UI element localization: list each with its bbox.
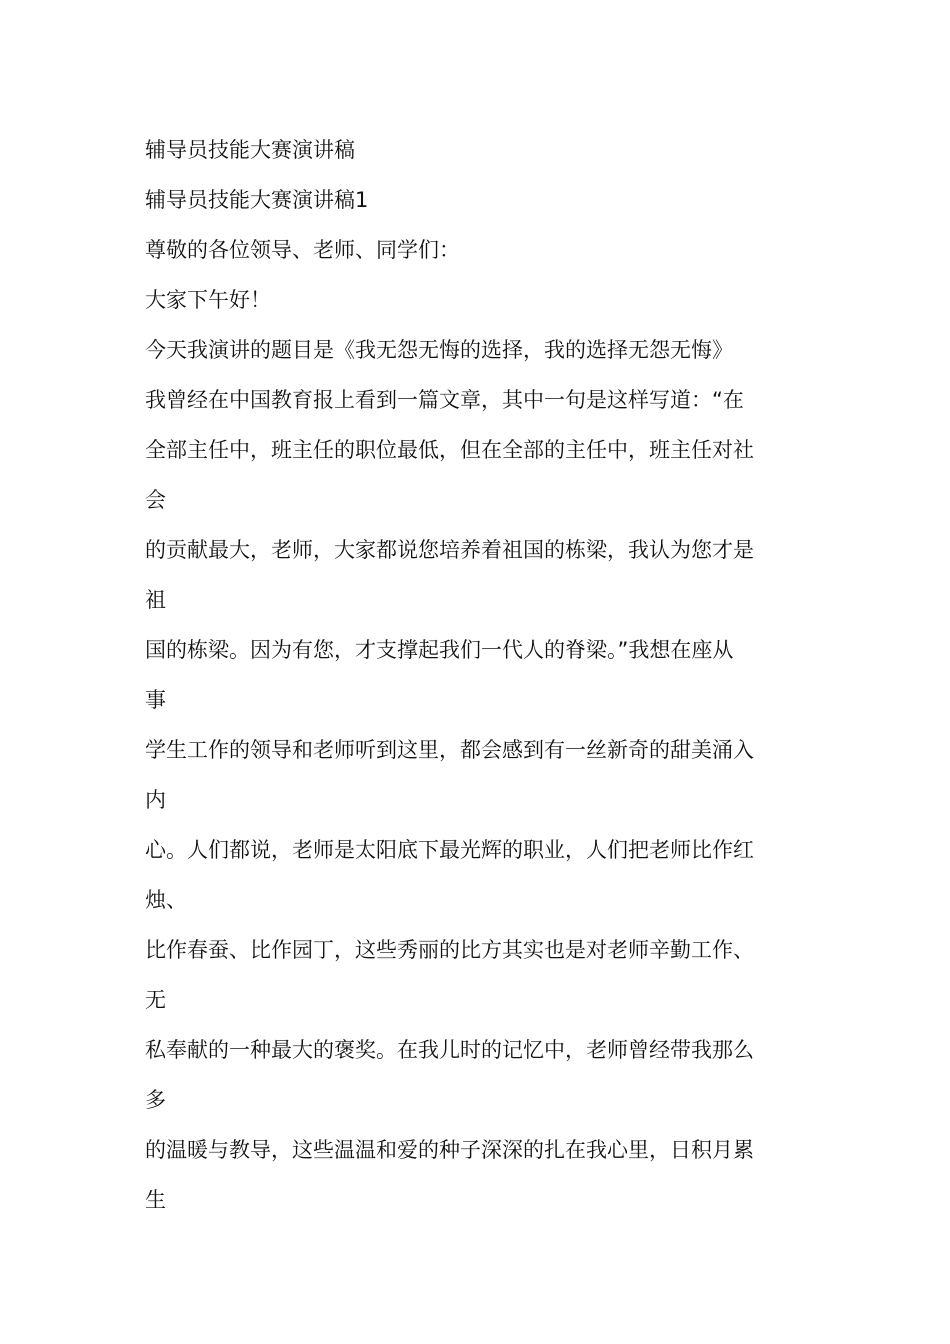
paragraph-line: 事 (145, 688, 166, 712)
paragraph-line: 学生工作的领导和老师听到这里，都会感到有一丝新奇的甜美涌入 (145, 738, 754, 762)
paragraph-line: 心。人们都说，老师是太阳底下最光辉的职业，人们把老师比作红 (145, 838, 754, 862)
paragraph-line: 今天我演讲的题目是《我无怨无悔的选择，我的选择无怨无悔》 (145, 338, 733, 362)
paragraph-line: 会 (145, 488, 166, 512)
paragraph-line: 私奉献的一种最大的褒奖。在我儿时的记忆中，老师曾经带我那么 (145, 1038, 754, 1062)
paragraph-line: 生 (145, 1188, 166, 1212)
paragraph-line: 多 (145, 1088, 166, 1112)
paragraph-line: 大家下午好！ (145, 288, 271, 312)
paragraph-line: 比作春蚕、比作园丁，这些秀丽的比方其实也是对老师辛勤工作、 (145, 938, 754, 962)
paragraph-line: 内 (145, 788, 166, 812)
paragraph-line: 的温暖与教导，这些温温和爱的种子深深的扎在我心里，日积月累 (145, 1138, 754, 1162)
paragraph-line: 国的栋梁。因为有您，才支撑起我们一代人的脊梁。”我想在座从 (145, 638, 734, 662)
paragraph-line: 尊敬的各位领导、老师、同学们： (145, 238, 460, 262)
paragraph-line: 烛、 (145, 888, 187, 912)
paragraph-line: 全部主任中，班主任的职位最低，但在全部的主任中，班主任对社 (145, 438, 754, 462)
paragraph-line: 祖 (145, 588, 166, 612)
document-subtitle: 辅导员技能大赛演讲稿1 (145, 188, 369, 212)
document-title: 辅导员技能大赛演讲稿 (145, 138, 355, 162)
paragraph-line: 无 (145, 988, 166, 1012)
paragraph-line: 的贡献最大，老师，大家都说您培养着祖国的栋梁，我认为您才是 (145, 538, 754, 562)
paragraph-line: 我曾经在中国教育报上看到一篇文章，其中一句是这样写道：“在 (145, 388, 744, 412)
